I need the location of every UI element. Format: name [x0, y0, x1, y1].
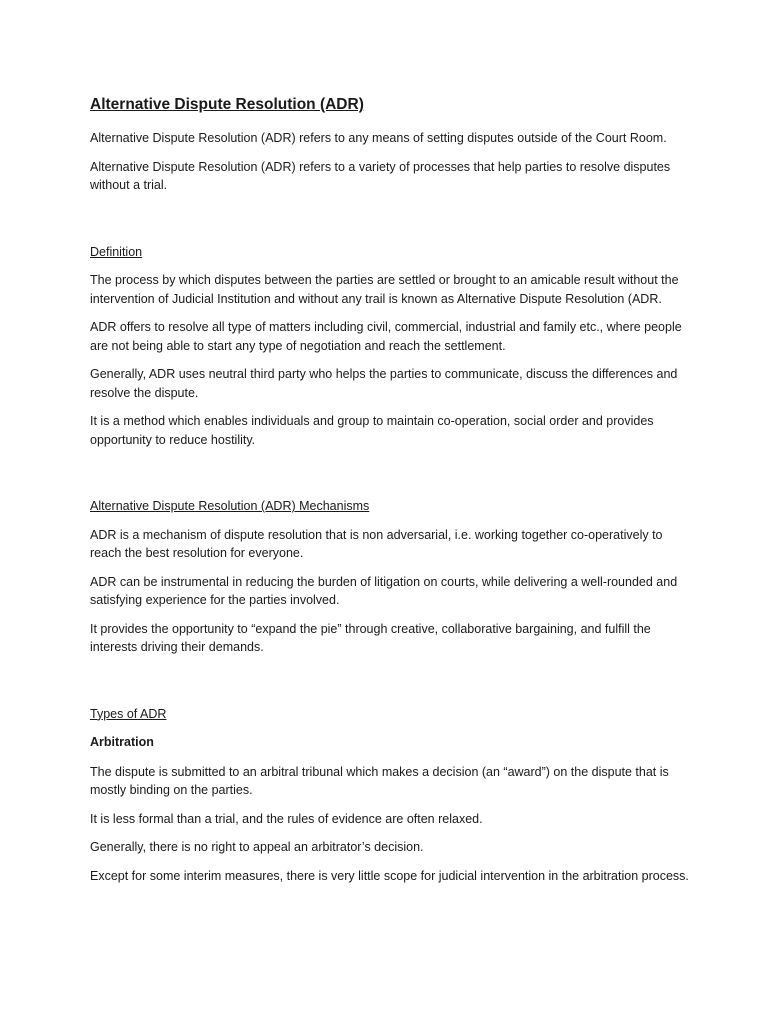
section-spacer [90, 205, 690, 243]
arbitration-paragraph: The dispute is submitted to an arbitral tribunal which makes a decision (an “award”) on the dispute that is mostly binding on the parties. [90, 764, 669, 797]
definition-heading: Definition [90, 244, 143, 259]
arbitration-paragraph: Generally, there is no right to appeal an arbitrator’s decision. [90, 840, 424, 854]
arbitration-paragraph: Except for some interim measures, there is very little scope for judicial intervention in the arbitration process. [90, 868, 689, 883]
arbitration-paragraph: It is less formal than a trial, and the rules of evidence are often relaxed. [90, 811, 483, 826]
section-spacer [90, 667, 690, 705]
mechanisms-paragraph: ADR can be instrumental in reducing the burden of litigation on courts, while delivering a well-rounded and satisfying experience for the parties involved. [90, 574, 678, 607]
section-spacer [90, 459, 690, 497]
intro-paragraph: Alternative Dispute Resolution (ADR) refers to a variety of processes that help parties to resolve disputes without a trial. [90, 159, 671, 192]
intro-paragraph: Alternative Dispute Resolution (ADR) refers to any means of setting disputes outside of the Court Room. [90, 131, 667, 145]
page-title: Alternative Dispute Resolution (ADR) [90, 96, 364, 113]
definition-paragraph: It is a method which enables individuals and group to maintain co-operation, social order and provides opportunity to reduce hostility. [90, 414, 654, 447]
mechanisms-paragraph: ADR is a mechanism of dispute resolution that is non adversarial, i.e. working together co-operatively to reach the best resolution for everyone. [90, 527, 663, 560]
types-heading: Types of ADR [90, 706, 167, 721]
definition-paragraph: The process by which disputes between the parties are settled or brought to an amicable result without the intervention of Judicial Institution and without any trail is known as Alternative Dispute Resolution (ADR. [90, 273, 679, 306]
definition-paragraph: Generally, ADR uses neutral third party who helps the parties to communicate, discuss the differences and resolve the dispute. [90, 367, 678, 400]
document-page [90, 94, 690, 895]
mechanisms-heading: Alternative Dispute Resolution (ADR) Mechanisms [90, 499, 370, 513]
arbitration-subheading: Arbitration [90, 735, 154, 749]
definition-paragraph: ADR offers to resolve all type of matters including civil, commercial, industrial and family etc., where people are not being able to start any type of negotiation and reach the settlement. [90, 320, 682, 353]
mechanisms-paragraph: It provides the opportunity to “expand the pie” through creative, collaborative bargaining, and fulfill the interests driving their demands. [90, 621, 651, 654]
